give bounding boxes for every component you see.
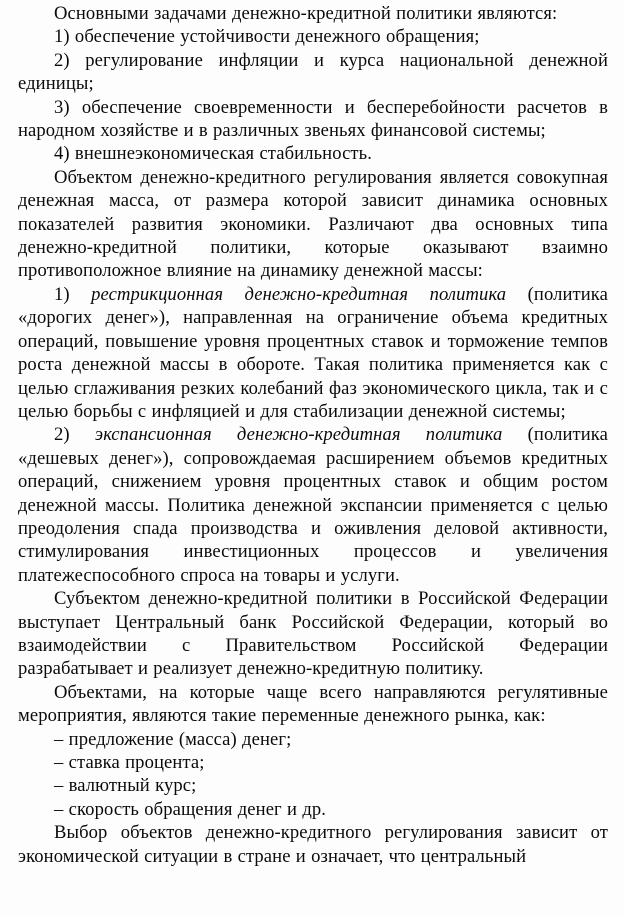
- paragraph: Основными задачами денежно-кредитной политики являются:: [54, 3, 558, 24]
- list-item: – валютный курс;: [54, 775, 197, 797]
- text-run: 2): [54, 424, 95, 446]
- italic-term: экспансионная денежно-кредитная политика: [94, 424, 503, 446]
- paragraph: [18, 283, 608, 423]
- paragraph: 1) обеспечение устойчивости денежного обращения;: [54, 26, 480, 48]
- paragraph: Объектом денежно-кредитного регулирования является совокупная денежная масса, от размера которой зависит динамика основных показателей развития экономики. Различают два основных типа денежно-кредитной политики, которые оказывают взаимно противоположное влияние на динамику денежной массы:: [18, 166, 608, 282]
- text-run: (политика «дорогих денег»), направленная на ограничение объема кредитных операций, повышение уровня процентных ставок и торможение темпов роста денежной массы в обороте. Такая политика применяется как с целью сглаживания резких колебаний фаз экономического цикла, так и с целью борьбы с инфляцией и для стабилизации денежной системы;: [18, 283, 609, 422]
- paragraph: 4) внешнеэкономическая стабильность.: [54, 143, 372, 165]
- paragraph: Объектами, на которые чаще всего направляются регулятивные мероприятия, являются такие переменные денежного рынка, как:: [18, 681, 608, 727]
- paragraph: [18, 423, 608, 587]
- text-run: (политика «дешевых денег»), сопровождаемая расширением объемов кредитных операций, снижением уровня процентных ставок и общим ростом денежной массы. Политика денежной экспансии применяется с целью преодоления спада производства и оживления деловой активности, стимулирования инвестиционных процессов и увеличения платежеспособного спроса на товары и услуги.: [18, 424, 609, 586]
- list-item: – ставка процента;: [54, 752, 205, 773]
- text-run: 1): [54, 283, 92, 305]
- paragraph: Выбор объектов денежно-кредитного регулирования зависит от экономической ситуации в стране и означает, что центральный: [18, 822, 608, 867]
- paragraph: Субъектом денежно-кредитной политики в Российской Федерации выступает Центральный банк Российской Федерации, который во взаимодействии с Правительством Российской Федерации разрабатывает и реализует денежно-кредитную политику.: [18, 588, 608, 680]
- list-item: – скорость обращения денег и др.: [54, 798, 327, 820]
- italic-term: рестрикционная денежно-кредитная политика: [91, 283, 507, 305]
- list-item: – предложение (масса) денег;: [54, 728, 292, 750]
- paragraph: 3) обеспечение своевременности и бесперебойности расчетов в народном хозяйстве и в различных звеньях финансовой системы;: [18, 96, 608, 142]
- paragraph: 2) регулирование инфляции и курса национальной денежной единицы;: [18, 49, 608, 95]
